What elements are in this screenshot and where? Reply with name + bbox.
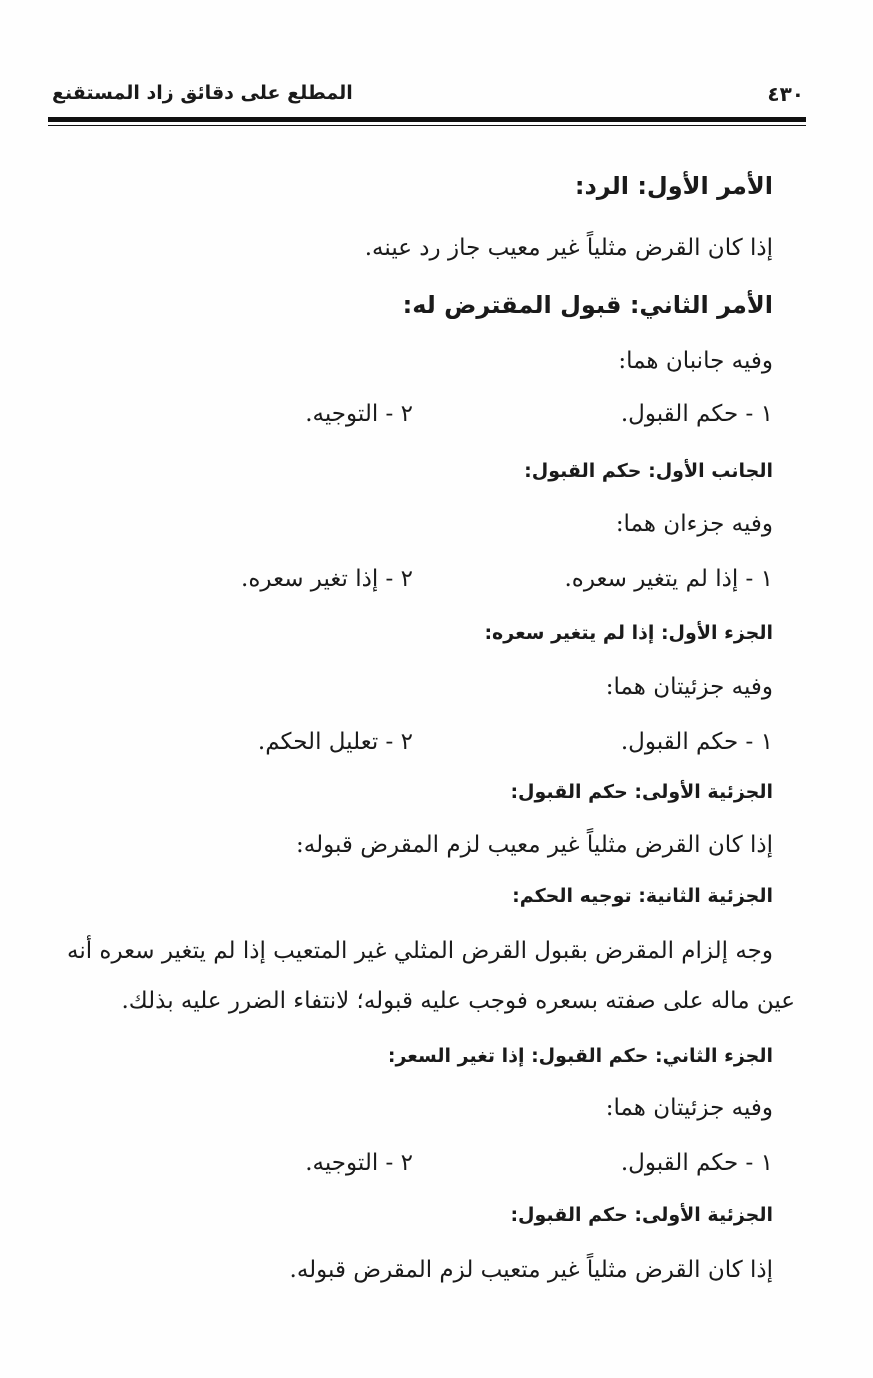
list-item: ١ - حكم القبول. <box>620 729 773 755</box>
paragraph-line: وفيه جانبان هما: <box>618 348 773 374</box>
header-rule-thin <box>48 125 806 126</box>
subsection-heading: الجزئية الأولى: حكم القبول: <box>510 1204 773 1226</box>
list-item: ١ - حكم القبول. <box>620 1150 773 1176</box>
book-title: المطلع على دقائق زاد المستقنع <box>52 82 353 104</box>
list-item: ٢ - إذا تغير سعره. <box>241 566 413 592</box>
paragraph-line: إذا كان القرض مثلياً غير معيب لزم المقرض قبوله: <box>296 832 773 858</box>
list-item: ٢ - التوجيه. <box>305 1150 413 1176</box>
subsection-heading: الجزئية الثانية: توجيه الحكم: <box>512 885 773 907</box>
subsection-heading: الجزئية الأولى: حكم القبول: <box>510 781 773 803</box>
subsection-heading: الجزء الثاني: حكم القبول: إذا تغير السعر: <box>387 1045 773 1067</box>
paragraph-line: وجه إلزام المقرض بقبول القرض المثلي غير المتعيب إذا لم يتغير سعره أنه <box>66 938 773 964</box>
section-heading: الأمر الأول: الرد: <box>574 172 773 200</box>
list-item: ١ - إذا لم يتغير سعره. <box>564 566 773 592</box>
paragraph-line: إذا كان القرض مثلياً غير معيب جاز رد عينه. <box>364 235 773 261</box>
header-rule-thick <box>48 117 806 122</box>
paragraph-line: عين ماله على صفته بسعره فوجب عليه قبوله؛ لانتفاء الضرر عليه بذلك. <box>121 988 795 1014</box>
section-heading: الأمر الثاني: قبول المقترض له: <box>402 291 773 319</box>
paragraph-line: وفيه جزئيتان هما: <box>605 674 773 700</box>
paragraph-line: وفيه جزئيتان هما: <box>605 1095 773 1121</box>
subsection-heading: الجانب الأول: حكم القبول: <box>524 460 773 482</box>
running-header <box>52 82 804 112</box>
paragraph-line: وفيه جزءان هما: <box>615 511 773 537</box>
paragraph-line: إذا كان القرض مثلياً غير متعيب لزم المقرض قبوله. <box>289 1257 773 1283</box>
page-number: ٤٣٠ <box>767 82 804 106</box>
list-item: ٢ - التوجيه. <box>305 401 413 427</box>
list-item: ١ - حكم القبول. <box>620 401 773 427</box>
subsection-heading: الجزء الأول: إذا لم يتغير سعره: <box>484 622 773 644</box>
list-item: ٢ - تعليل الحكم. <box>257 729 413 755</box>
